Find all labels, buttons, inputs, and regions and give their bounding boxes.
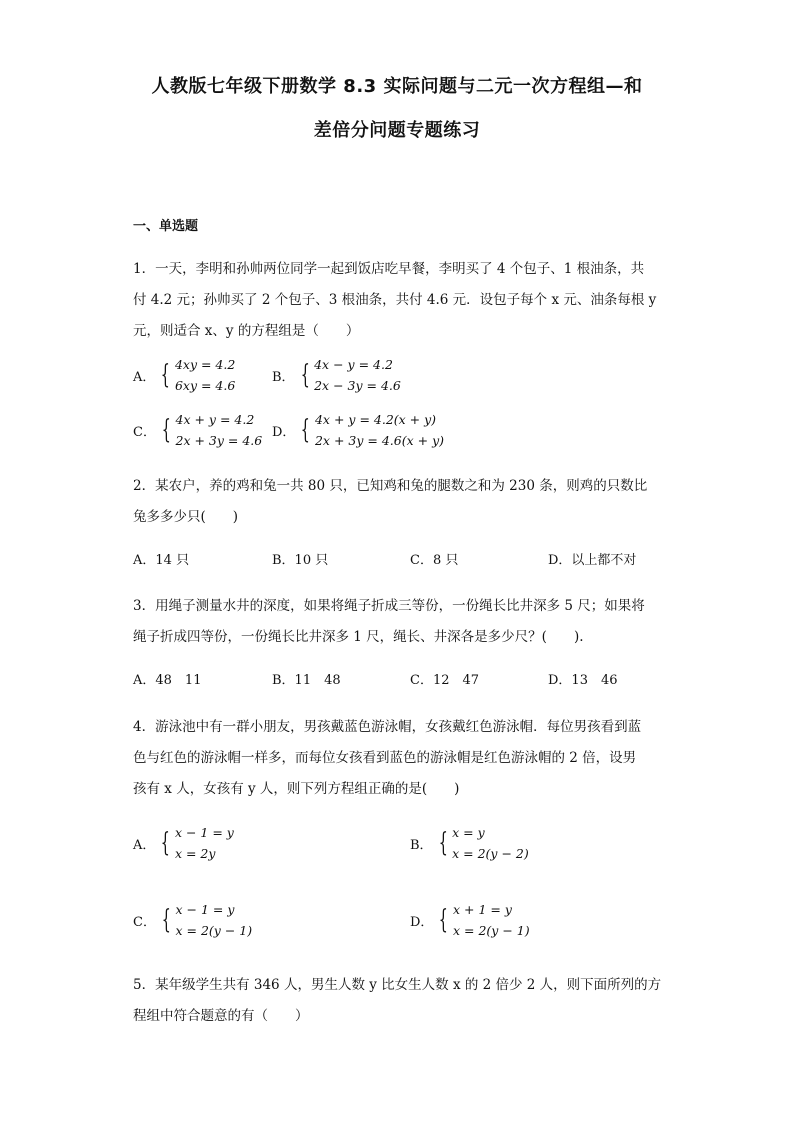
section-heading: 一、单选题 [133,219,199,234]
option-label: A． [133,369,156,385]
q2-option-a[interactable]: A．14 只 [133,553,190,568]
question-5-line-1: 5．某年级学生共有 346 人，男生人数 y 比女生人数 x 的 2 倍少 2 人，则下面所列的方 [133,977,662,993]
document-title-line2: 差倍分问题专题练习 [313,120,481,141]
question-4-line-3: 孩有 x 人，女孩有 y 人，则下列方程组正确的是( ) [133,781,460,797]
question-1-line-2: 付 4.2 元；孙帅买了 2 个包子、3 根油条，共付 4.6 元．设包子每个 x 元、油条每根 y [133,292,657,308]
equation: x + 1 = y [452,902,512,917]
equation: 4xy = 4.2 [174,357,236,372]
q3-option-b[interactable]: B．11 48 [272,673,341,688]
q1-option-a[interactable] [133,354,235,396]
brace-icon: { [161,360,171,390]
option-label: C． [133,424,156,440]
equation: x − 1 = y [175,902,235,917]
option-label: B． [410,837,433,853]
q4-option-c[interactable] [133,899,252,941]
equation: x = 2(y − 1) [452,923,530,938]
option-label: D． [410,914,434,930]
brace-icon: { [161,905,171,935]
equation: x = y [452,825,485,840]
equation: 4x + y = 4.2 [175,412,255,427]
q3-option-a[interactable]: A．48 11 [133,673,202,688]
equation: x − 1 = y [174,825,234,840]
question-3-line-2: 绳子折成四等份，一份绳长比井深多 1 尺，绳长、井深各是多少尺？( ). [133,629,584,645]
equation: 4x − y = 4.2 [314,357,393,372]
q1-option-c[interactable] [133,409,262,451]
q1-option-d[interactable] [272,409,444,451]
option-label: C． [133,914,156,930]
q2-option-c[interactable]: C．8 只 [410,553,459,568]
equation: 4x + y = 4.2(x + y) [314,412,437,427]
equation: 2x − 3y = 4.6 [314,378,401,393]
equation: x = 2(y − 2) [452,846,529,861]
equation: 2x + 3y = 4.6 [175,433,263,448]
q4-option-d[interactable] [410,899,530,941]
q2-option-b[interactable]: B．10 只 [272,553,329,568]
q4-option-b[interactable] [410,822,529,864]
equation: 6xy = 4.6 [174,378,236,393]
question-4-line-1: 4．游泳池中有一群小朋友，男孩戴蓝色游泳帽，女孩戴红色游泳帽．每位男孩看到蓝 [133,719,642,735]
brace-icon: { [300,360,310,390]
brace-icon: { [301,415,311,445]
question-2-line-1: 2．某农户，养的鸡和兔一共 80 只，已知鸡和兔的腿数之和为 230 条，则鸡的只数比 [133,478,648,494]
brace-icon: { [439,905,449,935]
option-label: B． [272,369,295,385]
option-label: D． [272,424,296,440]
brace-icon: { [161,828,171,858]
question-3-line-1: 3．用绳子测量水井的深度，如果将绳子折成三等份，一份绳长比井深多 5 尺；如果将 [133,598,645,614]
equation: x = 2y [174,846,216,861]
q1-option-b[interactable] [272,354,401,396]
q3-option-c[interactable]: C．12 47 [410,673,480,688]
question-5-line-2: 程组中符合题意的有（ ） [133,1008,309,1024]
equation: x = 2(y − 1) [175,923,253,938]
question-4-line-2: 色与红色的游泳帽一样多，而每位女孩看到蓝色的游泳帽是红色游泳帽的 2 倍，设男 [133,750,637,766]
option-label: A． [133,837,156,853]
brace-icon: { [161,415,171,445]
q2-option-d[interactable]: D．以上都不对 [548,553,637,568]
document-title-line1: 人教版七年级下册数学 8.3 实际问题与二元一次方程组—和 [151,76,643,97]
q4-option-a[interactable] [133,822,234,864]
question-1-line-3: 元，则适合 x、y 的方程组是（ ） [133,323,360,339]
q3-option-d[interactable]: D．13 46 [548,673,618,688]
equation: 2x + 3y = 4.6(x + y) [314,433,445,448]
question-1-line-1: 1．一天，李明和孙帅两位同学一起到饭店吃早餐，李明买了 4 个包子、1 根油条，共 [133,261,645,277]
question-2-line-2: 兔多多少只( ) [133,509,239,525]
brace-icon: { [438,828,448,858]
